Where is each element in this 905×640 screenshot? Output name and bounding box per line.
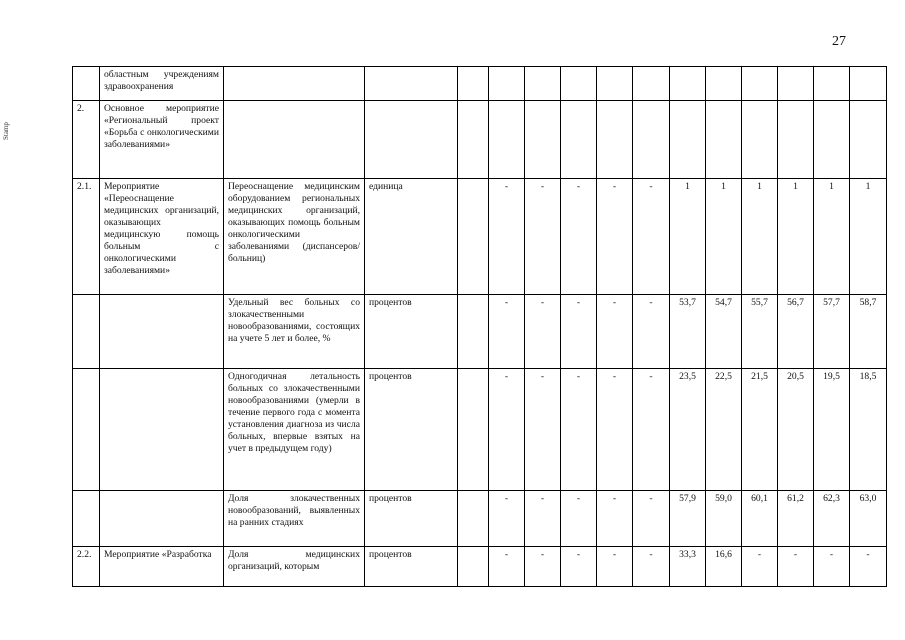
value-cell: - xyxy=(597,179,633,295)
table-row xyxy=(73,369,887,491)
unit-cell: процентов xyxy=(365,295,458,369)
value-cell: 23,5 xyxy=(670,369,706,491)
indicator-cell xyxy=(224,67,365,101)
value-cell: - xyxy=(525,547,561,587)
value-cell: - xyxy=(561,179,597,295)
value-cell: - xyxy=(489,179,525,295)
blank-cell xyxy=(458,547,489,587)
value-cell xyxy=(850,101,887,179)
blank-cell xyxy=(458,67,489,101)
value-cell xyxy=(597,67,633,101)
value-cell: - xyxy=(597,369,633,491)
blank-cell xyxy=(458,491,489,547)
value-cell: 21,5 xyxy=(742,369,778,491)
value-cell: 1 xyxy=(670,179,706,295)
value-cell: - xyxy=(525,369,561,491)
value-cell: 33,3 xyxy=(670,547,706,587)
value-cell: - xyxy=(561,547,597,587)
unit-cell xyxy=(365,101,458,179)
value-cell xyxy=(489,101,525,179)
unit-cell: единица xyxy=(365,179,458,295)
table-row xyxy=(73,179,887,295)
indicator-cell: Одногодичная летальность больных со злокачественными новообразованиями (умерли в течение первого года с момента установления диагноза из числа больных, впервые взятых на учет в предыдущем году) xyxy=(224,369,365,491)
value-cell xyxy=(597,101,633,179)
value-cell xyxy=(525,67,561,101)
value-cell xyxy=(525,101,561,179)
value-cell: 53,7 xyxy=(670,295,706,369)
value-cell xyxy=(561,101,597,179)
event-cell xyxy=(100,369,224,491)
value-cell: - xyxy=(561,491,597,547)
value-cell: 22,5 xyxy=(706,369,742,491)
value-cell xyxy=(742,67,778,101)
unit-cell: процентов xyxy=(365,491,458,547)
value-cell xyxy=(850,67,887,101)
blank-cell xyxy=(458,369,489,491)
value-cell: 1 xyxy=(706,179,742,295)
row-number-cell xyxy=(73,295,100,369)
value-cell: 59,0 xyxy=(706,491,742,547)
value-cell xyxy=(814,101,850,179)
value-cell xyxy=(814,67,850,101)
indicator-cell xyxy=(224,101,365,179)
indicator-cell: Удельный вес больных со злокачественными новообразованиями, состоящих на учете 5 лет и более, % xyxy=(224,295,365,369)
value-cell xyxy=(778,101,814,179)
value-cell: 62,3 xyxy=(814,491,850,547)
value-cell: 58,7 xyxy=(850,295,887,369)
row-number-cell xyxy=(73,369,100,491)
value-cell: - xyxy=(561,295,597,369)
value-cell xyxy=(706,67,742,101)
row-number-cell: 2.1. xyxy=(73,179,100,295)
value-cell: - xyxy=(525,179,561,295)
event-cell: Основное мероприятие «Региональный проект «Борьба с онкологическими заболеваниями» xyxy=(100,101,224,179)
value-cell xyxy=(778,67,814,101)
value-cell: - xyxy=(742,547,778,587)
blank-cell xyxy=(458,101,489,179)
value-cell: 16,6 xyxy=(706,547,742,587)
table-row xyxy=(73,295,887,369)
value-cell xyxy=(561,67,597,101)
value-cell: - xyxy=(597,491,633,547)
indicator-cell: Доля медицинских организаций, которым xyxy=(224,547,365,587)
value-cell: - xyxy=(489,491,525,547)
value-cell: - xyxy=(525,491,561,547)
unit-cell: процентов xyxy=(365,547,458,587)
value-cell: 18,5 xyxy=(850,369,887,491)
value-cell: - xyxy=(633,491,670,547)
value-cell: - xyxy=(561,369,597,491)
value-cell: 57,7 xyxy=(814,295,850,369)
value-cell: - xyxy=(597,547,633,587)
blank-cell xyxy=(458,295,489,369)
value-cell xyxy=(633,67,670,101)
value-cell: 63,0 xyxy=(850,491,887,547)
value-cell: - xyxy=(489,547,525,587)
value-cell xyxy=(670,67,706,101)
table-row xyxy=(73,491,887,547)
row-number-cell: 2. xyxy=(73,101,100,179)
value-cell: - xyxy=(597,295,633,369)
row-number-cell xyxy=(73,491,100,547)
value-cell: - xyxy=(489,369,525,491)
value-cell: - xyxy=(525,295,561,369)
value-cell: - xyxy=(633,295,670,369)
event-cell: Мероприятие «Переоснащение медицинских организаций, оказывающих медицинскую помощь больным с онкологическими заболеваниями» xyxy=(100,179,224,295)
event-cell xyxy=(100,491,224,547)
value-cell: 1 xyxy=(850,179,887,295)
page-number: 27 xyxy=(832,34,846,49)
value-cell: - xyxy=(633,547,670,587)
value-cell: - xyxy=(814,547,850,587)
value-cell: 56,7 xyxy=(778,295,814,369)
program-events-table xyxy=(72,66,887,587)
value-cell xyxy=(706,101,742,179)
value-cell xyxy=(489,67,525,101)
value-cell: 1 xyxy=(742,179,778,295)
unit-cell: процентов xyxy=(365,369,458,491)
value-cell: - xyxy=(633,179,670,295)
value-cell: 1 xyxy=(778,179,814,295)
value-cell: 54,7 xyxy=(706,295,742,369)
margin-stamp: Stamp xyxy=(2,122,10,140)
value-cell: - xyxy=(850,547,887,587)
row-number-cell xyxy=(73,67,100,101)
table-row xyxy=(73,101,887,179)
value-cell xyxy=(670,101,706,179)
value-cell: - xyxy=(778,547,814,587)
event-cell: Мероприятие «Разработка xyxy=(100,547,224,587)
value-cell: - xyxy=(633,369,670,491)
table-row xyxy=(73,67,887,101)
table-row xyxy=(73,547,887,587)
value-cell: - xyxy=(489,295,525,369)
event-cell: областным учреждениям здравоохранения xyxy=(100,67,224,101)
value-cell: 20,5 xyxy=(778,369,814,491)
indicator-cell: Доля злокачественных новообразований, выявленных на ранних стадиях xyxy=(224,491,365,547)
row-number-cell: 2.2. xyxy=(73,547,100,587)
indicator-cell: Переоснащение медицинским оборудованием региональных медицинских организаций, оказывающих помощь больным онкологическими заболеваниями (диспансеров/больниц) xyxy=(224,179,365,295)
value-cell: 55,7 xyxy=(742,295,778,369)
value-cell: 1 xyxy=(814,179,850,295)
value-cell xyxy=(633,101,670,179)
blank-cell xyxy=(458,179,489,295)
value-cell xyxy=(742,101,778,179)
value-cell: 19,5 xyxy=(814,369,850,491)
value-cell: 57,9 xyxy=(670,491,706,547)
event-cell xyxy=(100,295,224,369)
value-cell: 61,2 xyxy=(778,491,814,547)
unit-cell xyxy=(365,67,458,101)
value-cell: 60,1 xyxy=(742,491,778,547)
